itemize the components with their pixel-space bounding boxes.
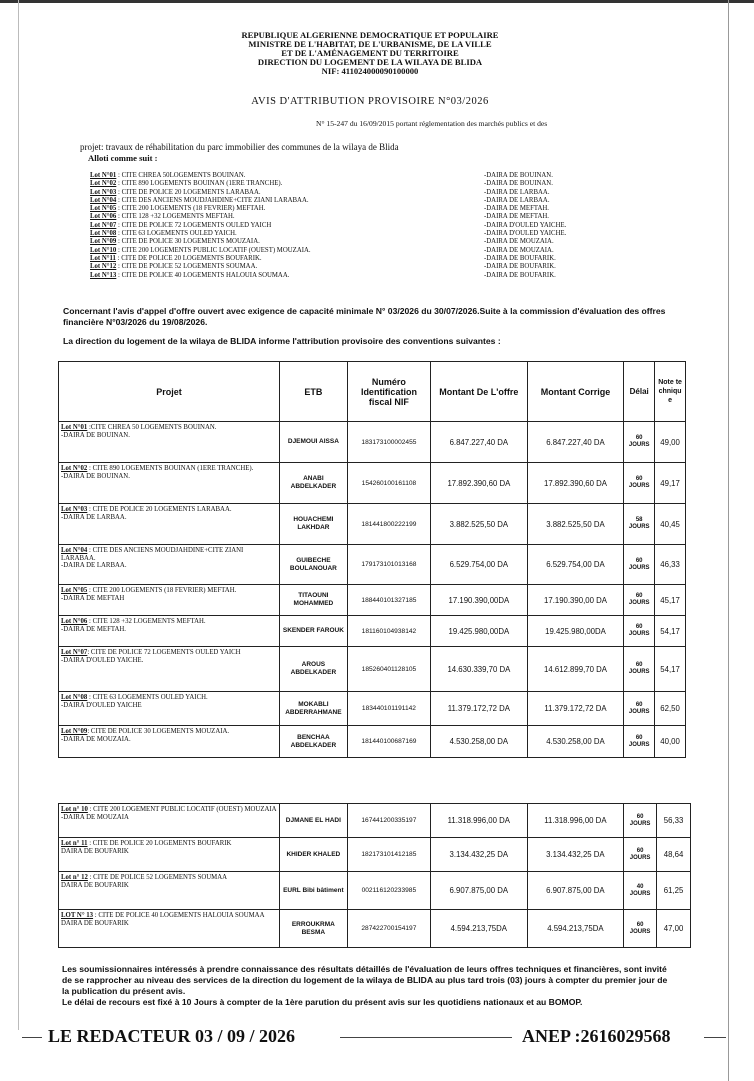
cell-offre: 4.594.213,75DA: [430, 910, 527, 948]
lot-list-item: [90, 247, 311, 255]
cell-delai: 60 JOURS: [624, 804, 657, 838]
cell-projet: [59, 692, 280, 726]
lot-list-item: [90, 189, 311, 197]
cell-lot-description: : CITE DE POLICE 20 LOGEMENTS LARABAA.: [87, 506, 232, 513]
cell-corrige: 3.134.432,25 DA: [527, 838, 624, 872]
table-row: [59, 585, 686, 616]
cell-lot-daira: -DAIRA DE MOUZAIA: [61, 813, 129, 821]
header-line-4: DIRECTION DU LOGEMENT DE LA WILAYA DE BLIDA: [257, 57, 483, 67]
cell-note: 54,17: [655, 647, 686, 692]
lot-number: Lot N°04: [90, 196, 117, 204]
header-etb: ETB: [279, 362, 347, 422]
cell-delai: 60 JOURS: [624, 838, 657, 872]
cell-lot-number: Lot N°01: [61, 424, 88, 431]
lot-daira: -DAIRA D'OULED YAICHE.: [484, 230, 567, 238]
cell-offre: 4.530.258,00 DA: [431, 726, 528, 758]
lot-daira: -DAIRA DE BOUFARIK.: [484, 254, 556, 262]
cell-nif: 185260401128105: [347, 647, 430, 692]
cell-etb: BENCHAA ABDELKADER: [279, 726, 347, 758]
cell-offre: 11.379.172,72 DA: [431, 692, 528, 726]
lot-description: : CITE CHREA 50LOGEMENTS BOUINAN.: [116, 172, 246, 179]
lot-number: Lot N°13: [90, 271, 117, 279]
header-nif: Numéro Identification fiscal NIF: [347, 362, 430, 422]
lot-number: Lot N°06: [90, 213, 117, 221]
header-offre: Montant De L'offre: [431, 362, 528, 422]
cell-nif: 181440100687169: [347, 726, 430, 758]
table-row: [59, 726, 686, 758]
lot-list-item: [90, 180, 311, 188]
lot-daira: -DAIRA DE MEFTAH.: [484, 213, 549, 221]
allot-line: Alloti comme suit :: [88, 153, 158, 163]
regulation-reference: N° 15-247 du 16/09/2015 portant réglementation des marchés publics et des: [316, 119, 548, 128]
table-row: [59, 838, 691, 872]
cell-lot-description: : CITE 200 LOGEMENT PUBLIC LOCATIF (OUEST) MOUZAIA: [87, 806, 277, 813]
attribution-table-continued: [58, 803, 691, 948]
header-note: Note technique: [655, 362, 686, 422]
cell-lot-description: : CITE DE POLICE 40 LOGEMENTS HALOUIA SOUMAA: [93, 912, 265, 919]
cell-lot-number: Lot N°03: [61, 506, 88, 513]
cell-delai: 60 JOURS: [624, 422, 655, 463]
cell-corrige: 4.530.258,00 DA: [527, 726, 624, 758]
concerning-paragraph: Concernant l'avis d'appel d'offre ouvert avec exigence de capacité minimale N° 03/2026 du 30/07/2026.Suite à la commission d'évaluation des offres financière N°03/2026 du 19/08/2026.: [63, 306, 666, 327]
cell-corrige: 3.882.525,50 DA: [527, 504, 624, 545]
lot-list-item: [90, 238, 311, 246]
right-border: [728, 0, 729, 1081]
lot-description: : CITE DES ANCIENS MOUDJAHDINE+CITE ZIANI LARABAA.: [116, 196, 309, 204]
cell-projet: [59, 910, 280, 948]
cell-nif: 182173101412185: [347, 838, 430, 872]
lots-daira-list: [484, 172, 566, 280]
cell-nif: 183173100002455: [347, 422, 430, 463]
cell-corrige: 17.190.390,00 DA: [527, 585, 624, 616]
cell-etb: DJMANE EL HADI: [279, 804, 347, 838]
table-row: [59, 692, 686, 726]
cell-note: 56,33: [657, 804, 691, 838]
cell-corrige: 4.594.213,75DA: [527, 910, 624, 948]
lot-daira: -DAIRA DE MEFTAH.: [484, 205, 549, 213]
header-line-5: NIF: 411024000090100000: [321, 66, 419, 76]
notice-title: AVIS D'ATTRIBUTION PROVISOIRE N°03/2026: [251, 96, 489, 107]
appeal-delay-text: Le délai de recours est fixé à 10 Jours à compter de la 1ère parution du présent avis sur les quotidiens nationaux et au BOMOP.: [62, 997, 583, 1007]
cell-projet: [59, 838, 280, 872]
cell-etb: ANABI ABDELKADER: [279, 463, 347, 504]
cell-corrige: 6.907.875,00 DA: [527, 872, 624, 910]
lot-description: : CITE DE POLICE 40 LOGEMENTS HALOUIA SOUMAA.: [116, 271, 290, 279]
cell-note: 54,17: [655, 616, 686, 647]
table-row: [59, 647, 686, 692]
project-line: projet: travaux de réhabilitation du parc immobilier des communes de la wilaya de Blida: [80, 142, 399, 152]
cell-offre: 6.529.754,00 DA: [431, 545, 528, 585]
cell-nif: 002116120233985: [347, 872, 430, 910]
cell-offre: 11.318.996,00 DA: [430, 804, 527, 838]
lot-daira: -DAIRA DE LARBAA.: [484, 188, 550, 196]
cell-projet: [59, 804, 280, 838]
cell-delai: 60 JOURS: [624, 692, 655, 726]
cell-lot-description: : CITE DE POLICE 30 LOGEMENTS MOUZAIA.: [87, 728, 230, 735]
lot-number: Lot N°10: [90, 246, 117, 254]
table-row: [59, 422, 686, 463]
cell-offre: 6.847.227,40 DA: [431, 422, 528, 463]
cell-nif: 154260100161108: [347, 463, 430, 504]
header-delai: Délai: [624, 362, 655, 422]
cell-delai: 58 JOURS: [624, 504, 655, 545]
cell-note: 40,00: [655, 726, 686, 758]
cell-nif: 287422700154197: [347, 910, 430, 948]
header-projet: Projet: [59, 362, 280, 422]
cell-lot-daira: -DAIRA DE MOUZAIA.: [61, 735, 131, 743]
cell-lot-daira: DAIRA DE BOUFARIK: [61, 881, 129, 889]
cell-lot-description: : CITE DES ANCIENS MOUDJAHDINE+CITE ZIANI LARABAA.: [61, 547, 244, 562]
table-row: [59, 804, 691, 838]
cell-note: 49,17: [655, 463, 686, 504]
lot-description: : CITE DE POLICE 30 LOGEMENTS MOUZAIA.: [116, 238, 260, 246]
redacteur-signature: LE REDACTEUR 03 / 09 / 2026: [48, 1026, 296, 1046]
cell-lot-description: : CITE 200 LOGEMENTS (18 FEVRIER) MEFTAH.: [87, 587, 237, 594]
cell-offre: 3.882.525,50 DA: [431, 504, 528, 545]
cell-projet: [59, 422, 280, 463]
table-row: [59, 504, 686, 545]
table-row: [59, 545, 686, 585]
footer-rule-middle: [340, 1037, 512, 1038]
cell-delai: 60 JOURS: [624, 545, 655, 585]
cell-nif: 181160104938142: [347, 616, 430, 647]
cell-offre: 14.630.339,70 DA: [431, 647, 528, 692]
footer-rule-left: [22, 1037, 42, 1038]
cell-delai: 60 JOURS: [624, 647, 655, 692]
lot-daira: -DAIRA DE LARBAA.: [484, 196, 550, 204]
cell-lot-daira: DAIRA DE BOUFARIK: [61, 847, 129, 855]
cell-lot-description: :CITE CHREA 50 LOGEMENTS BOUINAN.: [87, 424, 217, 431]
cell-etb: HOUACHEMI LAKHDAR: [279, 504, 347, 545]
lot-daira: -DAIRA DE BOUFARIK.: [484, 263, 556, 271]
cell-lot-number: Lot N°08: [61, 694, 88, 701]
header-line-2: MINISTRE DE L'HABITAT, DE L'URBANISME, DE LA VILLE: [248, 39, 492, 49]
cell-lot-daira: -DAIRA DE BOUINAN.: [61, 472, 130, 480]
lot-number: Lot N°02: [90, 180, 117, 188]
top-border: [0, 0, 754, 3]
cell-corrige: 19.425.980,00DA: [527, 616, 624, 647]
direction-paragraph: La direction du logement de la wilaya de BLIDA informe l'attribution provisoire des conventions suivantes :: [63, 336, 501, 346]
lot-daira: -DAIRA DE MOUZAIA.: [484, 246, 554, 254]
cell-lot-daira: -DAIRA D'OULED YAICHE: [61, 701, 142, 709]
lot-description: : CITE 890 LOGEMENTS BOUINAN (1ERE TRANCHE).: [116, 180, 283, 188]
cell-lot-daira: DAIRA DE BOUFARIK: [61, 919, 129, 927]
lot-daira: -DAIRA DE BOUINAN.: [484, 180, 553, 188]
cell-lot-number: LOT N° 13: [61, 912, 94, 919]
cell-lot-number: Lot n° 10: [61, 806, 88, 813]
cell-etb: EURL Bibi bâtiment: [279, 872, 347, 910]
lot-list-item: [90, 263, 311, 271]
cell-projet: [59, 545, 280, 585]
cell-nif: 181441800222199: [347, 504, 430, 545]
cell-offre: 17.892.390,60 DA: [431, 463, 528, 504]
lot-list-item: [90, 255, 311, 263]
lot-number: Lot N°05: [90, 205, 117, 213]
lot-list-item: [90, 172, 311, 180]
cell-corrige: 6.529.754,00 DA: [527, 545, 624, 585]
cell-lot-daira: -DAIRA DE BOUINAN.: [61, 431, 130, 439]
footer-info-text: Les soumissionnaires intéressés à prendre connaissance des résultats détaillés de l'évaluation de leurs offres techniques et financières, sont invité de se rapprocher au niveau des services de la direction du logement de la wilaya de BLIDA au plus tard trois (03) jours à compter du premier jour de la publication du présent avis.: [62, 964, 668, 996]
cell-lot-number: Lot N°05: [61, 587, 88, 594]
lot-list-item: [90, 272, 311, 280]
cell-corrige: 11.379.172,72 DA: [527, 692, 624, 726]
lot-daira: -DAIRA D'OULED YAICHE.: [484, 221, 567, 229]
cell-corrige: 6.847.227,40 DA: [527, 422, 624, 463]
cell-delai: 60 JOURS: [624, 726, 655, 758]
cell-lot-number: Lot n° 12: [61, 874, 88, 881]
lot-description: : CITE 200 LOGEMENTS (18 FEVRIER) MEFTAH.: [116, 205, 266, 213]
table-row: [59, 872, 691, 910]
cell-lot-daira: -DAIRA DE LARBAA.: [61, 513, 127, 521]
cell-lot-number: Lot N°02: [61, 465, 88, 472]
cell-lot-number: Lot N°04: [61, 547, 88, 554]
lot-number: Lot N°08: [90, 230, 117, 238]
lot-daira: -DAIRA DE BOUINAN.: [484, 172, 553, 179]
cell-lot-daira: -DAIRA DE MEFTAH.: [61, 625, 126, 633]
lot-list-item: [90, 197, 311, 205]
cell-corrige: 14.612.899,70 DA: [527, 647, 624, 692]
cell-nif: 179173101013168: [347, 545, 430, 585]
header-line-3: ET DE L'AMÉNAGEMENT DU TERRITOIRE: [281, 48, 459, 58]
cell-offre: 17.190.390,00DA: [431, 585, 528, 616]
cell-note: 48,64: [657, 838, 691, 872]
cell-etb: GUIBECHE BOULANOUAR: [279, 545, 347, 585]
cell-corrige: 11.318.996,00 DA: [527, 804, 624, 838]
lot-description: : CITE 200 LOGEMENTS PUBLIC LOCATIF (OUEST) MOUZAIA.: [116, 246, 311, 254]
lot-description: : CITE DE POLICE 72 LOGEMENTS OULED YAICH: [116, 221, 272, 229]
cell-etb: AROUS ABDELKADER: [279, 647, 347, 692]
cell-nif: 188440101327185: [347, 585, 430, 616]
left-border: [18, 0, 19, 1030]
cell-etb: DJEMOUI AISSA: [279, 422, 347, 463]
cell-offre: 19.425.980,00DA: [431, 616, 528, 647]
cell-etb: MOKABLI ABDERRAHMANE: [279, 692, 347, 726]
cell-note: 40,45: [655, 504, 686, 545]
cell-lot-description: : CITE DE POLICE 20 LOGEMENTS BOUFARIK: [87, 840, 232, 847]
lots-list: [90, 172, 311, 280]
anep-number: ANEP :2616029568: [522, 1026, 671, 1046]
header-corrige: Montant Corrige: [527, 362, 624, 422]
cell-note: 45,17: [655, 585, 686, 616]
lot-number: Lot N°03: [90, 188, 117, 196]
cell-lot-number: Lot n° 11: [61, 840, 88, 847]
lot-list-item: [90, 205, 311, 213]
cell-projet: [59, 463, 280, 504]
lot-description: : CITE DE POLICE 20 LOGEMENTS BOUFARIK.: [115, 254, 262, 262]
lot-list-item: [90, 213, 311, 221]
cell-note: 47,00: [657, 910, 691, 948]
cell-lot-description: : CITE 63 LOGEMENTS OULED YAICH.: [87, 694, 208, 701]
cell-nif: 183440101191142: [347, 692, 430, 726]
cell-etb: ERROUKRMA BESMA: [279, 910, 347, 948]
cell-offre: 3.134.432,25 DA: [430, 838, 527, 872]
cell-projet: [59, 504, 280, 545]
cell-delai: 60 JOURS: [624, 616, 655, 647]
cell-offre: 6.907.875,00 DA: [430, 872, 527, 910]
attribution-table: [58, 361, 686, 758]
cell-lot-description: : CITE DE POLICE 52 LOGEMENTS SOUMAA: [87, 874, 228, 881]
lot-description: : CITE 63 LOGEMENTS OULED YAICH.: [116, 230, 237, 238]
cell-delai: 60 JOURS: [624, 910, 657, 948]
cell-note: 46,33: [655, 545, 686, 585]
lot-number: Lot N°09: [90, 238, 117, 246]
cell-note: 62,50: [655, 692, 686, 726]
cell-lot-description: : CITE 890 LOGEMENTS BOUINAN (1ERE TRANCHE).: [87, 465, 254, 472]
lot-number: Lot N°12: [90, 263, 117, 271]
cell-projet: [59, 872, 280, 910]
cell-etb: SKENDER FAROUK: [279, 616, 347, 647]
lot-description: : CITE DE POLICE 20 LOGEMENTS LARABAA.: [116, 188, 261, 196]
cell-lot-daira: -DAIRA DE MEFTAH: [61, 594, 125, 602]
cell-delai: 60 JOURS: [624, 463, 655, 504]
cell-delai: 60 JOURS: [624, 585, 655, 616]
lot-daira: -DAIRA DE MOUZAIA.: [484, 238, 554, 246]
cell-lot-description: : CITE DE POLICE 72 LOGEMENTS OULED YAICH: [87, 649, 241, 656]
cell-lot-number: Lot N°06: [61, 618, 88, 625]
cell-etb: KHIDER KHALED: [279, 838, 347, 872]
footer-paragraph: [62, 964, 674, 1008]
header-line-1: REPUBLIQUE ALGERIENNE DEMOCRATIQUE ET POPULAIRE: [241, 30, 499, 40]
cell-corrige: 17.892.390,60 DA: [527, 463, 624, 504]
lot-daira: -DAIRA DE BOUFARIK.: [484, 271, 556, 279]
lot-description: : CITE DE POLICE 52 LOGEMENTS SOUMAA.: [116, 263, 258, 271]
cell-lot-number: Lot N°09: [61, 728, 88, 735]
cell-lot-number: Lot N°07: [61, 649, 88, 656]
cell-etb: TITAOUNI MOHAMMED: [279, 585, 347, 616]
cell-projet: [59, 616, 280, 647]
table-row: [59, 910, 691, 948]
lot-number: Lot N°01: [90, 172, 117, 179]
cell-note: 49,00: [655, 422, 686, 463]
table-row: [59, 463, 686, 504]
lot-number: Lot N°11: [90, 254, 116, 262]
lot-list-item: [90, 222, 311, 230]
lot-description: : CITE 128 +32 LOGEMENTS MEFTAH.: [116, 213, 235, 221]
cell-lot-description: : CITE 128 +32 LOGEMENTS MEFTAH.: [87, 618, 206, 625]
footer-rule-right: [704, 1037, 726, 1038]
cell-projet: [59, 647, 280, 692]
table-row: [59, 616, 686, 647]
lot-number: Lot N°07: [90, 221, 117, 229]
cell-projet: [59, 585, 280, 616]
cell-delai: 40 JOURS: [624, 872, 657, 910]
lot-list-item: [90, 230, 311, 238]
cell-nif: 167441200335197: [347, 804, 430, 838]
cell-lot-daira: -DAIRA DE LARBAA.: [61, 562, 127, 570]
cell-projet: [59, 726, 280, 758]
cell-lot-daira: -DAIRA D'OULED YAICHE.: [61, 656, 144, 664]
cell-note: 61,25: [657, 872, 691, 910]
